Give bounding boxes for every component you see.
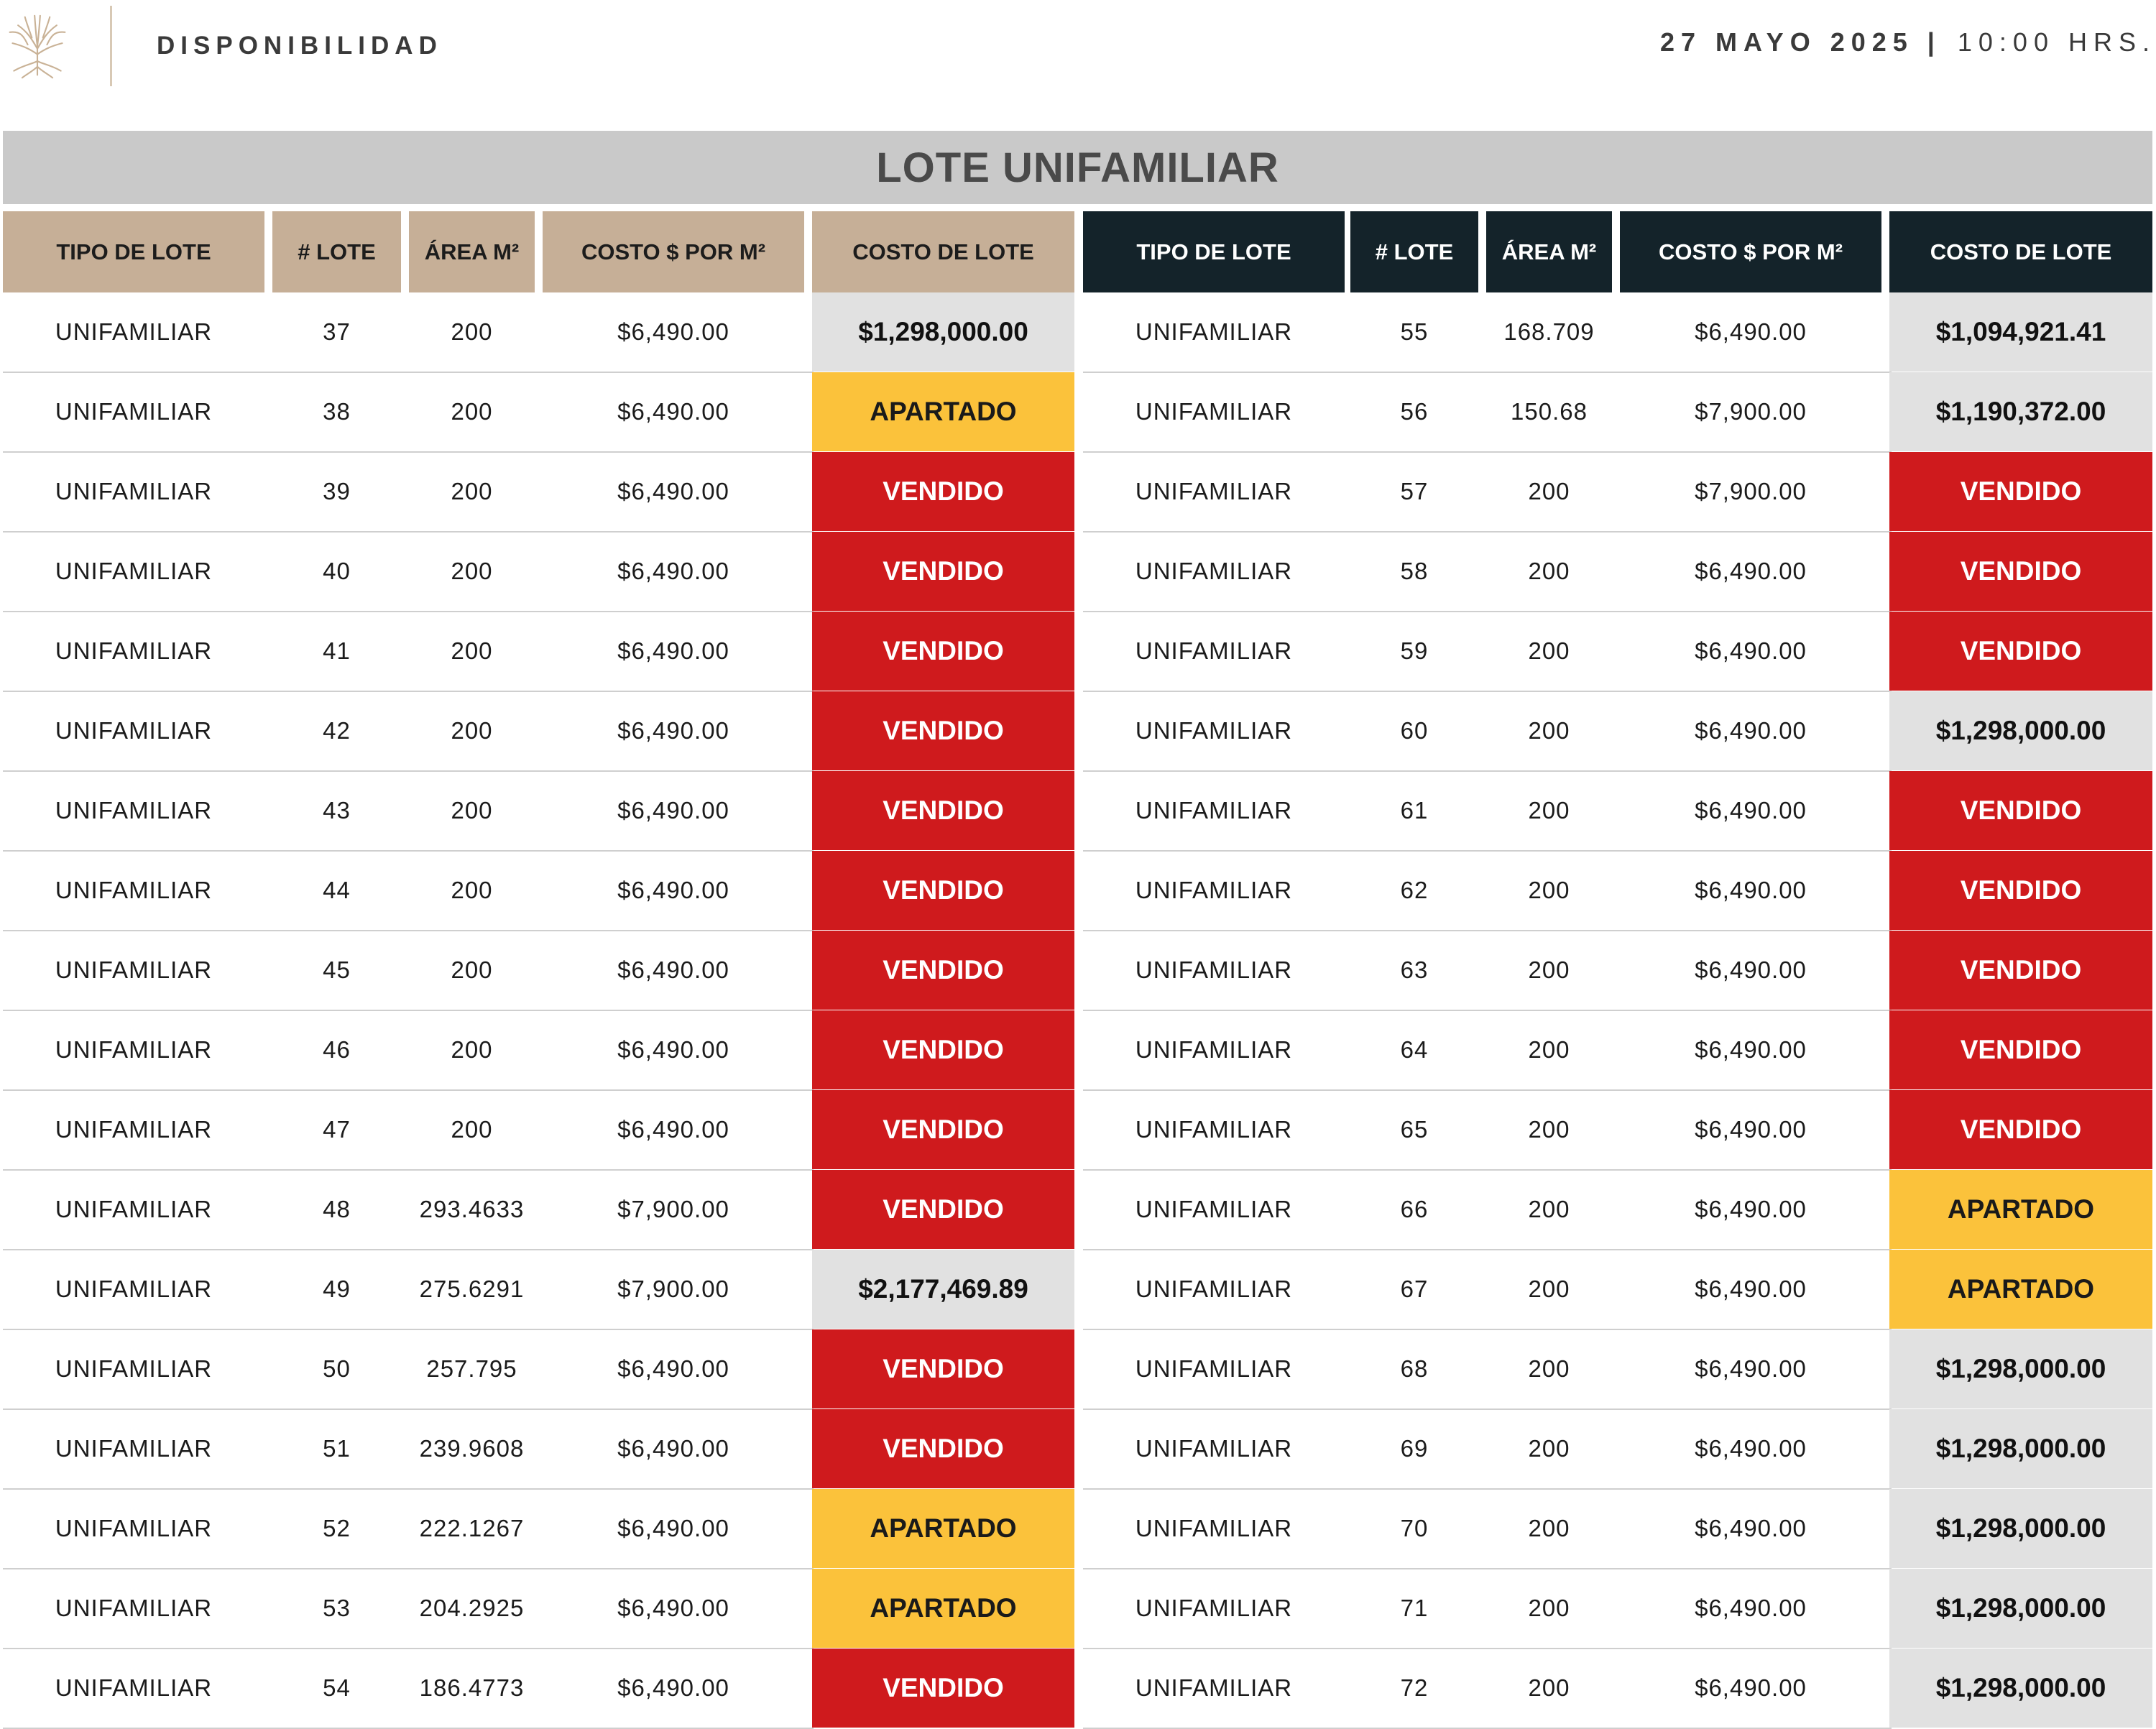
left-costo-por-m2-cell: $6,490.00 xyxy=(617,877,729,903)
header-left-costo-de-lote: COSTO DE LOTE xyxy=(812,211,1074,292)
left-area-m2-cell: 204.2925 xyxy=(419,1595,525,1621)
left-tipo-de-lote-cell: UNIFAMILIAR xyxy=(55,1435,213,1462)
left-numero-lote-cell: 39 xyxy=(323,478,351,504)
header-right-costo-de-lote: COSTO DE LOTE xyxy=(1889,211,2152,292)
left-costo-de-lote-cell: VENDIDO xyxy=(812,612,1074,691)
right-numero-lote-cell: 71 xyxy=(1400,1595,1429,1621)
table-row xyxy=(3,1250,2152,1329)
lots-table xyxy=(3,211,2152,1728)
left-numero-lote-cell: 43 xyxy=(323,797,351,824)
right-numero-lote-cell: 59 xyxy=(1400,637,1429,664)
left-numero-lote-cell: 46 xyxy=(323,1036,351,1063)
right-costo-de-lote-cell: VENDIDO xyxy=(1889,771,2152,850)
right-area-m2-cell: 200 xyxy=(1528,797,1570,824)
right-numero-lote-cell: 56 xyxy=(1400,398,1429,425)
right-costo-de-lote-cell: $1,298,000.00 xyxy=(1889,691,2152,770)
right-costo-por-m2-cell: $6,490.00 xyxy=(1695,1674,1807,1701)
right-costo-por-m2-cell: $6,490.00 xyxy=(1695,956,1807,983)
right-numero-lote-cell: 62 xyxy=(1400,877,1429,903)
right-costo-por-m2-cell: $6,490.00 xyxy=(1695,717,1807,744)
table-row xyxy=(3,1649,2152,1728)
right-costo-por-m2-cell: $6,490.00 xyxy=(1695,1595,1807,1621)
left-tipo-de-lote-cell: UNIFAMILIAR xyxy=(55,1674,213,1701)
left-area-m2-cell: 200 xyxy=(451,1036,493,1063)
left-costo-por-m2-cell: $6,490.00 xyxy=(617,637,729,664)
left-numero-lote-cell: 40 xyxy=(323,558,351,584)
date-separator: | xyxy=(1927,27,1941,57)
right-costo-de-lote-cell: $1,190,372.00 xyxy=(1889,372,2152,451)
left-area-m2-cell: 200 xyxy=(451,478,493,504)
right-area-m2-cell: 200 xyxy=(1528,1276,1570,1302)
left-costo-de-lote-cell: APARTADO xyxy=(812,372,1074,451)
right-area-m2-cell: 200 xyxy=(1528,1036,1570,1063)
right-tipo-de-lote-cell: UNIFAMILIAR xyxy=(1135,956,1293,983)
right-numero-lote-cell: 64 xyxy=(1400,1036,1429,1063)
left-costo-de-lote-cell: VENDIDO xyxy=(812,1649,1074,1728)
right-tipo-de-lote-cell: UNIFAMILIAR xyxy=(1135,1355,1293,1382)
table-row xyxy=(3,931,2152,1010)
right-costo-de-lote-cell: $1,298,000.00 xyxy=(1889,1489,2152,1568)
right-numero-lote-cell: 67 xyxy=(1400,1276,1429,1302)
left-tipo-de-lote-cell: UNIFAMILIAR xyxy=(55,637,213,664)
right-costo-de-lote-cell: VENDIDO xyxy=(1889,612,2152,691)
left-costo-por-m2-cell: $6,490.00 xyxy=(617,956,729,983)
left-tipo-de-lote-cell: UNIFAMILIAR xyxy=(55,797,213,824)
right-costo-por-m2-cell: $6,490.00 xyxy=(1695,1276,1807,1302)
left-numero-lote-cell: 51 xyxy=(323,1435,351,1462)
table-row xyxy=(3,372,2152,452)
right-tipo-de-lote-cell: UNIFAMILIAR xyxy=(1135,1036,1293,1063)
table-row xyxy=(3,691,2152,771)
right-area-m2-cell: 150.68 xyxy=(1511,398,1588,425)
right-area-m2-cell: 200 xyxy=(1528,1435,1570,1462)
left-area-m2-cell: 200 xyxy=(451,318,493,345)
right-costo-de-lote-cell: VENDIDO xyxy=(1889,931,2152,1010)
left-tipo-de-lote-cell: UNIFAMILIAR xyxy=(55,318,213,345)
header-divider xyxy=(110,6,112,86)
left-area-m2-cell: 239.9608 xyxy=(419,1435,525,1462)
left-tipo-de-lote-cell: UNIFAMILIAR xyxy=(55,1196,213,1222)
right-area-m2-cell: 200 xyxy=(1528,1674,1570,1701)
right-costo-de-lote-cell: VENDIDO xyxy=(1889,532,2152,611)
time-text: 10:00 HRS. xyxy=(1957,27,2156,57)
right-costo-por-m2-cell: $6,490.00 xyxy=(1695,1196,1807,1222)
left-tipo-de-lote-cell: UNIFAMILIAR xyxy=(55,1595,213,1621)
right-costo-de-lote-cell: VENDIDO xyxy=(1889,452,2152,531)
left-costo-por-m2-cell: $7,900.00 xyxy=(617,1276,729,1302)
left-numero-lote-cell: 37 xyxy=(323,318,351,345)
left-costo-por-m2-cell: $6,490.00 xyxy=(617,398,729,425)
right-costo-por-m2-cell: $6,490.00 xyxy=(1695,1515,1807,1541)
right-area-m2-cell: 200 xyxy=(1528,478,1570,504)
right-area-m2-cell: 200 xyxy=(1528,956,1570,983)
right-costo-por-m2-cell: $6,490.00 xyxy=(1695,1355,1807,1382)
right-costo-de-lote-cell: APARTADO xyxy=(1889,1250,2152,1329)
table-row xyxy=(3,1569,2152,1649)
right-area-m2-cell: 200 xyxy=(1528,1196,1570,1222)
left-numero-lote-cell: 49 xyxy=(323,1276,351,1302)
left-costo-de-lote-cell: VENDIDO xyxy=(812,1090,1074,1169)
right-area-m2-cell: 168.709 xyxy=(1503,318,1595,345)
left-costo-por-m2-cell: $6,490.00 xyxy=(617,478,729,504)
left-numero-lote-cell: 54 xyxy=(323,1674,351,1701)
right-tipo-de-lote-cell: UNIFAMILIAR xyxy=(1135,637,1293,664)
left-numero-lote-cell: 48 xyxy=(323,1196,351,1222)
left-area-m2-cell: 257.795 xyxy=(426,1355,517,1382)
right-tipo-de-lote-cell: UNIFAMILIAR xyxy=(1135,1116,1293,1143)
left-costo-por-m2-cell: $6,490.00 xyxy=(617,1674,729,1701)
right-costo-de-lote-cell: $1,298,000.00 xyxy=(1889,1649,2152,1728)
right-costo-por-m2-cell: $7,900.00 xyxy=(1695,398,1807,425)
left-area-m2-cell: 186.4773 xyxy=(419,1674,525,1701)
left-numero-lote-cell: 41 xyxy=(323,637,351,664)
left-numero-lote-cell: 44 xyxy=(323,877,351,903)
right-numero-lote-cell: 61 xyxy=(1400,797,1429,824)
tree-logo-icon xyxy=(3,11,72,80)
right-numero-lote-cell: 70 xyxy=(1400,1515,1429,1541)
right-numero-lote-cell: 66 xyxy=(1400,1196,1429,1222)
left-tipo-de-lote-cell: UNIFAMILIAR xyxy=(55,1276,213,1302)
right-tipo-de-lote-cell: UNIFAMILIAR xyxy=(1135,318,1293,345)
left-costo-de-lote-cell: VENDIDO xyxy=(812,452,1074,531)
left-area-m2-cell: 200 xyxy=(451,797,493,824)
left-tipo-de-lote-cell: UNIFAMILIAR xyxy=(55,1355,213,1382)
table-row xyxy=(3,851,2152,931)
right-costo-por-m2-cell: $6,490.00 xyxy=(1695,1036,1807,1063)
left-costo-de-lote-cell: VENDIDO xyxy=(812,1409,1074,1488)
right-tipo-de-lote-cell: UNIFAMILIAR xyxy=(1135,1674,1293,1701)
header-right-numero-lote: # LOTE xyxy=(1350,211,1478,292)
left-costo-por-m2-cell: $6,490.00 xyxy=(617,797,729,824)
header-right-tipo-de-lote: TIPO DE LOTE xyxy=(1083,211,1345,292)
table-row xyxy=(3,771,2152,851)
right-costo-de-lote-cell: VENDIDO xyxy=(1889,1090,2152,1169)
left-costo-de-lote-cell: VENDIDO xyxy=(812,1329,1074,1408)
left-costo-por-m2-cell: $6,490.00 xyxy=(617,1515,729,1541)
left-numero-lote-cell: 52 xyxy=(323,1515,351,1541)
left-costo-de-lote-cell: VENDIDO xyxy=(812,851,1074,930)
right-tipo-de-lote-cell: UNIFAMILIAR xyxy=(1135,1196,1293,1222)
right-tipo-de-lote-cell: UNIFAMILIAR xyxy=(1135,1276,1293,1302)
right-tipo-de-lote-cell: UNIFAMILIAR xyxy=(1135,1515,1293,1541)
table-row xyxy=(3,1010,2152,1090)
table-row xyxy=(3,292,2152,372)
right-numero-lote-cell: 58 xyxy=(1400,558,1429,584)
left-numero-lote-cell: 50 xyxy=(323,1355,351,1382)
left-costo-de-lote-cell: VENDIDO xyxy=(812,532,1074,611)
left-area-m2-cell: 293.4633 xyxy=(419,1196,525,1222)
right-costo-por-m2-cell: $6,490.00 xyxy=(1695,637,1807,664)
table-row xyxy=(3,1090,2152,1170)
right-costo-de-lote-cell: VENDIDO xyxy=(1889,1010,2152,1089)
header-left-costo-por-m2: COSTO $ POR M² xyxy=(543,211,804,292)
left-costo-por-m2-cell: $6,490.00 xyxy=(617,1116,729,1143)
header-right-area-m2: ÁREA M² xyxy=(1486,211,1612,292)
table-row xyxy=(3,1170,2152,1250)
left-tipo-de-lote-cell: UNIFAMILIAR xyxy=(55,1116,213,1143)
right-tipo-de-lote-cell: UNIFAMILIAR xyxy=(1135,398,1293,425)
left-area-m2-cell: 275.6291 xyxy=(419,1276,525,1302)
section-banner: LOTE UNIFAMILIAR xyxy=(3,131,2152,204)
right-tipo-de-lote-cell: UNIFAMILIAR xyxy=(1135,877,1293,903)
left-numero-lote-cell: 53 xyxy=(323,1595,351,1621)
left-area-m2-cell: 200 xyxy=(451,1116,493,1143)
right-tipo-de-lote-cell: UNIFAMILIAR xyxy=(1135,478,1293,504)
left-area-m2-cell: 200 xyxy=(451,877,493,903)
right-area-m2-cell: 200 xyxy=(1528,1355,1570,1382)
left-costo-por-m2-cell: $6,490.00 xyxy=(617,1355,729,1382)
left-numero-lote-cell: 38 xyxy=(323,398,351,425)
left-costo-de-lote-cell: VENDIDO xyxy=(812,931,1074,1010)
right-numero-lote-cell: 65 xyxy=(1400,1116,1429,1143)
right-tipo-de-lote-cell: UNIFAMILIAR xyxy=(1135,1595,1293,1621)
left-costo-de-lote-cell: VENDIDO xyxy=(812,1010,1074,1089)
left-tipo-de-lote-cell: UNIFAMILIAR xyxy=(55,478,213,504)
right-numero-lote-cell: 72 xyxy=(1400,1674,1429,1701)
left-costo-por-m2-cell: $6,490.00 xyxy=(617,1595,729,1621)
right-area-m2-cell: 200 xyxy=(1528,717,1570,744)
header-left-area-m2: ÁREA M² xyxy=(409,211,535,292)
table-row xyxy=(3,452,2152,532)
right-numero-lote-cell: 57 xyxy=(1400,478,1429,504)
date-time xyxy=(1660,27,2156,57)
header-right-costo-por-m2: COSTO $ POR M² xyxy=(1620,211,1881,292)
right-tipo-de-lote-cell: UNIFAMILIAR xyxy=(1135,717,1293,744)
left-costo-de-lote-cell: APARTADO xyxy=(812,1489,1074,1568)
left-costo-de-lote-cell: $2,177,469.89 xyxy=(812,1250,1074,1329)
left-area-m2-cell: 200 xyxy=(451,637,493,664)
table-row xyxy=(3,1489,2152,1569)
left-area-m2-cell: 222.1267 xyxy=(419,1515,525,1541)
date-text: 27 MAYO 2025 xyxy=(1659,27,1914,57)
right-costo-por-m2-cell: $6,490.00 xyxy=(1695,558,1807,584)
table-header-row xyxy=(3,211,2152,292)
right-area-m2-cell: 200 xyxy=(1528,558,1570,584)
right-area-m2-cell: 200 xyxy=(1528,1116,1570,1143)
right-costo-de-lote-cell: APARTADO xyxy=(1889,1170,2152,1249)
left-tipo-de-lote-cell: UNIFAMILIAR xyxy=(55,558,213,584)
left-numero-lote-cell: 45 xyxy=(323,956,351,983)
left-costo-por-m2-cell: $6,490.00 xyxy=(617,717,729,744)
right-costo-de-lote-cell: $1,298,000.00 xyxy=(1889,1409,2152,1488)
left-costo-por-m2-cell: $6,490.00 xyxy=(617,558,729,584)
left-tipo-de-lote-cell: UNIFAMILIAR xyxy=(55,1515,213,1541)
right-tipo-de-lote-cell: UNIFAMILIAR xyxy=(1135,797,1293,824)
left-tipo-de-lote-cell: UNIFAMILIAR xyxy=(55,398,213,425)
header-left-tipo-de-lote: TIPO DE LOTE xyxy=(3,211,264,292)
right-costo-por-m2-cell: $6,490.00 xyxy=(1695,877,1807,903)
left-area-m2-cell: 200 xyxy=(451,558,493,584)
left-area-m2-cell: 200 xyxy=(451,398,493,425)
right-costo-por-m2-cell: $6,490.00 xyxy=(1695,1435,1807,1462)
left-tipo-de-lote-cell: UNIFAMILIAR xyxy=(55,1036,213,1063)
left-costo-de-lote-cell: VENDIDO xyxy=(812,1170,1074,1249)
right-numero-lote-cell: 63 xyxy=(1400,956,1429,983)
right-costo-de-lote-cell: VENDIDO xyxy=(1889,851,2152,930)
left-numero-lote-cell: 47 xyxy=(323,1116,351,1143)
left-costo-por-m2-cell: $6,490.00 xyxy=(617,1036,729,1063)
table-row xyxy=(3,612,2152,691)
left-costo-de-lote-cell: $1,298,000.00 xyxy=(812,292,1074,372)
table-row xyxy=(3,1329,2152,1409)
right-numero-lote-cell: 68 xyxy=(1400,1355,1429,1382)
table-row xyxy=(3,532,2152,612)
right-costo-por-m2-cell: $6,490.00 xyxy=(1695,318,1807,345)
right-costo-de-lote-cell: $1,298,000.00 xyxy=(1889,1329,2152,1408)
left-costo-de-lote-cell: VENDIDO xyxy=(812,691,1074,770)
right-area-m2-cell: 200 xyxy=(1528,1595,1570,1621)
right-costo-de-lote-cell: $1,298,000.00 xyxy=(1889,1569,2152,1648)
left-costo-por-m2-cell: $6,490.00 xyxy=(617,318,729,345)
right-tipo-de-lote-cell: UNIFAMILIAR xyxy=(1135,558,1293,584)
left-costo-de-lote-cell: VENDIDO xyxy=(812,771,1074,850)
right-costo-por-m2-cell: $7,900.00 xyxy=(1695,478,1807,504)
right-area-m2-cell: 200 xyxy=(1528,1515,1570,1541)
left-tipo-de-lote-cell: UNIFAMILIAR xyxy=(55,877,213,903)
left-costo-por-m2-cell: $6,490.00 xyxy=(617,1435,729,1462)
right-tipo-de-lote-cell: UNIFAMILIAR xyxy=(1135,1435,1293,1462)
table-row xyxy=(3,1409,2152,1489)
table-body xyxy=(3,292,2152,1728)
right-area-m2-cell: 200 xyxy=(1528,877,1570,903)
left-numero-lote-cell: 42 xyxy=(323,717,351,744)
right-costo-de-lote-cell: $1,094,921.41 xyxy=(1889,292,2152,372)
left-tipo-de-lote-cell: UNIFAMILIAR xyxy=(55,717,213,744)
left-area-m2-cell: 200 xyxy=(451,717,493,744)
left-tipo-de-lote-cell: UNIFAMILIAR xyxy=(55,956,213,983)
left-costo-de-lote-cell: APARTADO xyxy=(812,1569,1074,1648)
right-costo-por-m2-cell: $6,490.00 xyxy=(1695,797,1807,824)
left-costo-por-m2-cell: $7,900.00 xyxy=(617,1196,729,1222)
header-left-numero-lote: # LOTE xyxy=(272,211,401,292)
document-title: DISPONIBILIDAD xyxy=(157,32,443,60)
right-area-m2-cell: 200 xyxy=(1528,637,1570,664)
right-numero-lote-cell: 55 xyxy=(1400,318,1429,345)
right-numero-lote-cell: 60 xyxy=(1400,717,1429,744)
right-numero-lote-cell: 69 xyxy=(1400,1435,1429,1462)
left-area-m2-cell: 200 xyxy=(451,956,493,983)
right-costo-por-m2-cell: $6,490.00 xyxy=(1695,1116,1807,1143)
